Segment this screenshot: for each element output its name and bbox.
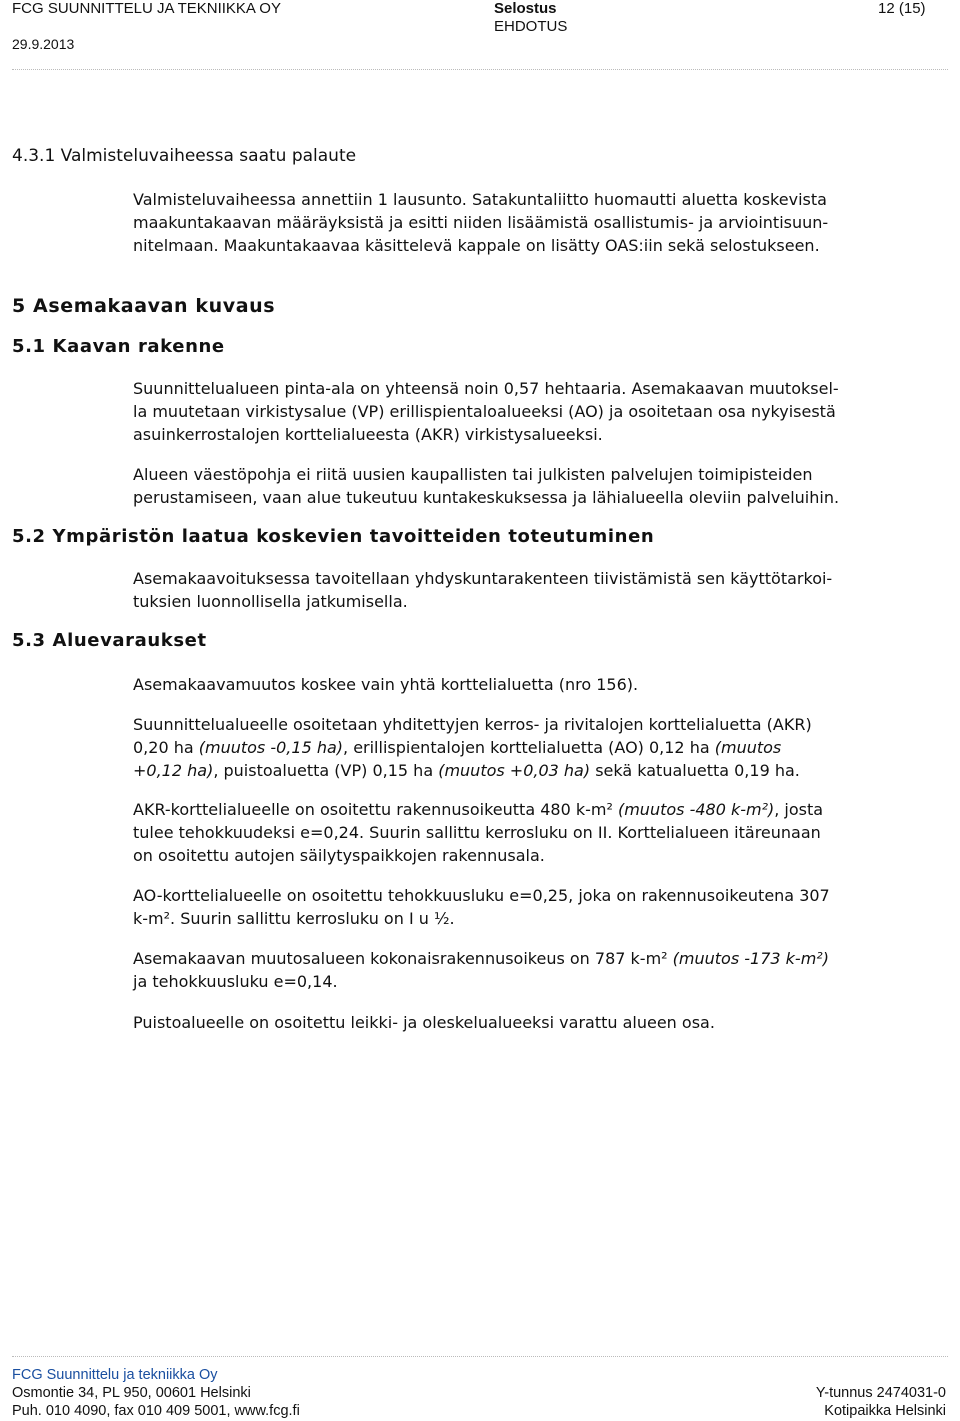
section-53-paragraph-1 (133, 673, 953, 696)
text-line: la muutetaan virkistysalue (VP) erillispientaloalueeksi (AO) ja osoitetaan osa nykyisestä (133, 402, 836, 421)
section-51-paragraph-1 (133, 377, 953, 446)
section-53-paragraph-3 (133, 798, 953, 867)
text-run: sekä katualuetta 0,19 ha. (590, 761, 800, 780)
text-line: on osoitettu autojen säilytyspaikkojen rakennusala. (133, 846, 545, 865)
header-doc-type: Selostus (494, 0, 557, 17)
change-note: (muutos -480 k-m²) (617, 800, 775, 819)
text-run: , erillispientalojen korttelialuetta (AO) 0,12 ha (343, 738, 715, 757)
text-line: Suunnittelualueelle osoitetaan yhditettyjen kerros- ja rivitalojen korttelialuetta (AKR) (133, 715, 812, 734)
section-51-paragraph-2 (133, 463, 953, 509)
text-line: ja tehokkuusluku e=0,14. (133, 972, 338, 991)
text-line: asuinkerrostalojen korttelialueesta (AKR) virkistysalueeksi. (133, 425, 603, 444)
section-52-paragraph (133, 567, 953, 613)
footer-divider (12, 1356, 948, 1357)
section-53-paragraph-4 (133, 884, 953, 930)
text-line: perustamiseen, vaan alue tukeutuu kuntakeskuksessa ja lähialueella oleviin palveluihin. (133, 488, 840, 507)
text-run: AKR-korttelialueelle on osoitettu rakennusoikeutta 480 k-m² (133, 800, 618, 819)
header-date: 29.9.2013 (12, 36, 75, 52)
change-note: (muutos -173 k-m²) (672, 949, 829, 968)
section-53-heading: 5.3 Aluevaraukset (12, 630, 207, 651)
section-5-heading: 5 Asemakaavan kuvaus (12, 295, 276, 317)
text-line (133, 759, 953, 782)
text-line: Asemakaavoituksessa tavoitellaan yhdyskuntarakenteen tiivistämistä sen käyttötarkoi- (133, 569, 833, 588)
change-note: (muutos (714, 738, 782, 757)
section-53-paragraph-2 (133, 713, 953, 782)
text-line: maakuntakaavan määräyksistä ja esitti niiden lisäämistä osallistumis- ja arviointisuun- (133, 213, 829, 232)
header-status: EHDOTUS (494, 18, 568, 35)
text-line: Valmisteluvaiheessa annettiin 1 lausunto. Satakuntaliitto huomautti aluetta koskevista (133, 190, 827, 209)
change-note: (muutos +0,03 ha) (438, 761, 591, 780)
text-line: k-m². Suurin sallittu kerrosluku on I u ½. (133, 909, 455, 928)
text-line: tuksien luonnollisella jatkumisella. (133, 592, 408, 611)
text-line: Puistoalueelle on osoitettu leikki- ja oleskelualueeksi varattu alueen osa. (133, 1013, 715, 1032)
footer-company: FCG Suunnittelu ja tekniikka Oy (12, 1367, 218, 1383)
text-run: , puistoaluetta (VP) 0,15 ha (213, 761, 439, 780)
text-run: Asemakaavan muutosalueen kokonaisrakennusoikeus on 787 k-m² (133, 949, 673, 968)
section-431-paragraph (133, 188, 953, 257)
header-page-number: 12 (15) (878, 0, 926, 17)
text-line: Asemakaavamuutos koskee vain yhtä korttelialuetta (nro 156). (133, 675, 639, 694)
section-52-heading: 5.2 Ympäristön laatua koskevien tavoitteiden toteutuminen (12, 526, 655, 547)
text-line (133, 736, 953, 759)
footer-business-id: Y-tunnus 2474031-0 (815, 1385, 946, 1401)
text-run: 0,20 ha (133, 738, 199, 757)
text-line: Alueen väestöpohja ei riitä uusien kaupallisten tai julkisten palvelujen toimipisteiden (133, 465, 813, 484)
section-431-heading: 4.3.1 Valmisteluvaiheessa saatu palaute (12, 146, 357, 166)
header-company: FCG SUUNNITTELU JA TEKNIIKKA OY (12, 0, 281, 17)
section-51-heading: 5.1 Kaavan rakenne (12, 336, 225, 357)
section-53-paragraph-6 (133, 1011, 953, 1034)
text-line (133, 798, 953, 821)
header-divider (12, 69, 948, 70)
text-line: AO-korttelialueelle on osoitettu tehokkuusluku e=0,25, joka on rakennusoikeutena 307 (133, 886, 830, 905)
footer-domicile: Kotipaikka Helsinki (824, 1403, 946, 1419)
section-53-paragraph-5 (133, 947, 953, 993)
footer-address: Osmontie 34, PL 950, 00601 Helsinki (12, 1385, 251, 1401)
change-note: (muutos -0,15 ha) (198, 738, 344, 757)
text-line: Suunnittelualueen pinta-ala on yhteensä noin 0,57 hehtaaria. Asemakaavan muutoksel- (133, 379, 839, 398)
text-line: tulee tehokkuudeksi e=0,24. Suurin sallittu kerrosluku on II. Korttelialueen itäreunaan (133, 823, 821, 842)
footer-contact: Puh. 010 4090, fax 010 409 5001, www.fcg.fi (12, 1403, 300, 1419)
text-line: nitelmaan. Maakuntakaavaa käsittelevä kappale on lisätty OAS:iin sekä selostukseen. (133, 236, 820, 255)
text-run: , josta (774, 800, 824, 819)
change-note: +0,12 ha) (133, 761, 214, 780)
text-line (133, 947, 953, 970)
